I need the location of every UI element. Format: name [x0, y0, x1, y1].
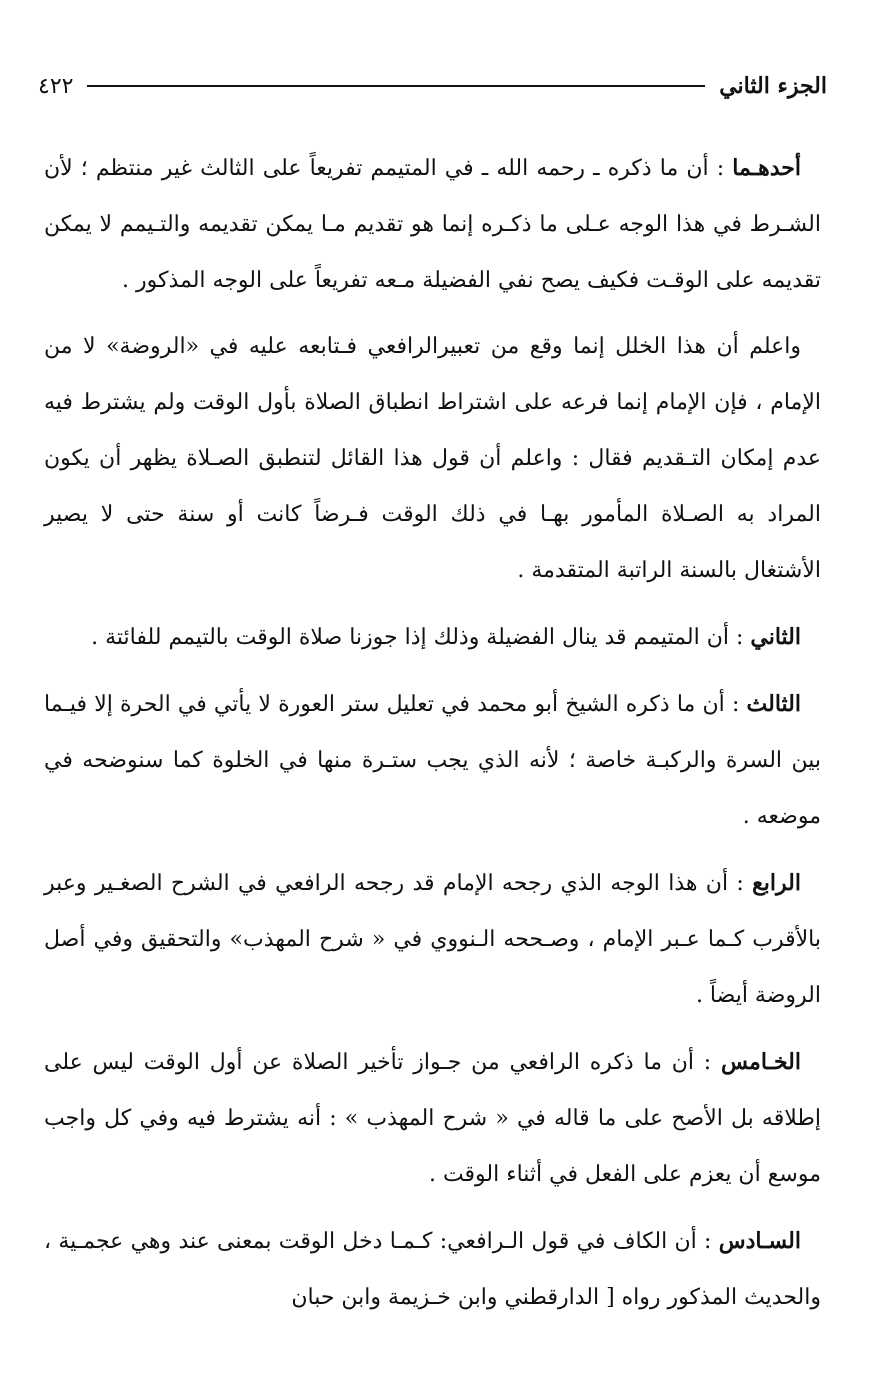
- paragraph-fourth: [44, 855, 821, 1024]
- paragraph-lead: الخـامس: [721, 1049, 801, 1075]
- paragraph-lead: الثاني: [750, 624, 801, 650]
- paragraph-sixth: [44, 1213, 821, 1326]
- paragraph-lead: الرابع: [752, 870, 801, 896]
- page-number: ٤٢٢: [38, 73, 74, 99]
- paragraph-lead: أحدهـما: [732, 155, 801, 181]
- paragraph-text: : أن ما ذكره ـ رحمه الله ـ في المتيمم تفريعاً على الثالث غير منتظم ؛ لأن الشـرط في هذا الوجه عـلى ما ذكـره إنما هو تقديم مـا يمكن تقديمه والتـيمم لا يمكن تقديمه على الوقـت فكيف يصح نفي الفضيلة مـعه تفريعاً على الوجه المذكور .: [44, 156, 821, 293]
- paragraph-fifth: [44, 1034, 821, 1203]
- running-title: الجزء الثاني: [719, 73, 827, 99]
- paragraph-lead: الثالث: [746, 691, 801, 717]
- paragraph-text: : أن الكاف في قول الـرافعي: كـمـا دخل الوقت بمعنى عند وهي عجمـية ، والحديث المذكور رواه [ الدارقطني وابن خـزيمة وابن حبان: [44, 1229, 821, 1310]
- paragraph-third: [44, 676, 821, 845]
- paragraph-first: [44, 140, 821, 309]
- paragraph-text: : أن ما ذكره الشيخ أبو محمد في تعليل ستر العورة لا يأتي في الحرة إلا فيـما بين السرة والركبـة خاصة ؛ لأنه الذي يجب ستـرة منها في الخلوة كما سنوضحه في موضعه .: [44, 692, 821, 829]
- paragraph-text: : أن المتيمم قد ينال الفضيلة وذلك إذا جوزنا صلاة الوقت بالتيمم للفائتة .: [91, 625, 751, 650]
- paragraph-text: : أن هذا الوجه الذي رجحه الإمام قد رجحه الرافعي في الشرح الصغـير وعبر بالأقرب كـما عـبر الإمام ، وصـححه الـنووي في « شرح المهذب» والتحقيق وفي أصل الروضة أيضاً .: [44, 871, 821, 1008]
- paragraph-text: : أن ما ذكره الرافعي من جـواز تأخير الصلاة عن أول الوقت ليس على إطلاقه بل الأصح على ما قاله في « شرح المهذب » : أنه يشترط فيه وفي كل واجب موسع أن يعزم على الفعل في أثناء الوقت .: [44, 1050, 821, 1187]
- paragraph-second: [44, 609, 821, 666]
- paragraph-lead: السـادس: [718, 1228, 801, 1254]
- page-header: [38, 66, 827, 106]
- paragraph-note: [44, 319, 821, 599]
- paragraph-text: واعلم أن هذا الخلل إنما وقع من تعبيرالرافعي فـتابعه عليه في «الروضة» لا من الإمام ، فإن الإمام إنما فرعه على اشتراط انطباق الصلاة بأول الوقت ولم يشترط فيه عدم إمكان التـقديم فقال : واعلم أن قول هذا القائل لتنطبق الصـلاة يظهر أن يكون المراد به الصـلاة المأمور بهـا في ذلك الوقت فـرضاً كانت أو سنة حتى لا يصير الأشتغال بالسنة الراتبة المتقدمة .: [44, 334, 821, 583]
- body-text: [44, 140, 821, 1336]
- header-rule: [87, 85, 705, 87]
